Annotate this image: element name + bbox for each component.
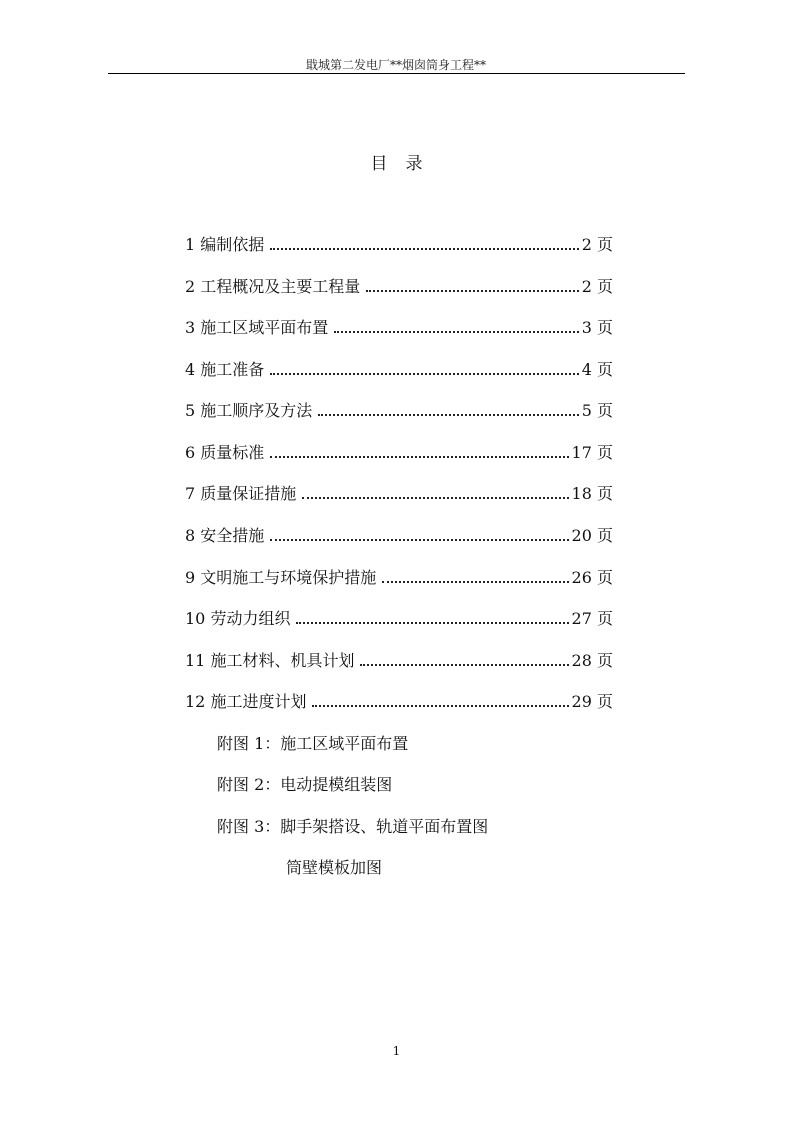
toc-entry-page: 27 页	[571, 609, 613, 628]
toc-entry-page: 20 页	[571, 526, 613, 545]
toc-leader-dots	[270, 456, 568, 458]
page-header: 戢城第二发电厂**烟囱筒身工程**	[305, 58, 486, 72]
toc-entry-page: 2 页	[581, 277, 613, 296]
toc-entry	[185, 440, 613, 464]
toc-entry	[185, 606, 613, 630]
toc-leader-dots	[296, 622, 568, 624]
toc-entry-label: 11 施工材料、机具计划	[185, 651, 355, 670]
toc-entry-page: 28 页	[571, 651, 613, 670]
toc-entry	[185, 315, 613, 339]
toc-entry-page: 17 页	[571, 443, 613, 462]
toc-entry-label: 2 工程概况及主要工程量	[185, 277, 361, 296]
toc-title: 目录	[370, 154, 441, 174]
appendix-item: 附图 3：脚手架搭设、轨道平面布置图	[217, 817, 489, 836]
appendix-continuation: 筒壁模板加图	[286, 858, 383, 877]
toc-leader-dots	[270, 539, 568, 541]
toc-entry-label: 10 劳动力组织	[185, 609, 291, 628]
toc-leader-dots	[270, 248, 578, 250]
toc-leader-dots	[270, 373, 578, 375]
toc-entry-page: 3 页	[581, 318, 613, 337]
toc-leader-dots	[302, 497, 568, 499]
toc-leader-dots	[318, 414, 578, 416]
appendix-item: 附图 1：施工区域平面布置	[217, 734, 409, 753]
page-number: 1	[392, 1044, 401, 1058]
toc-entry	[185, 481, 613, 505]
toc-entry-page: 18 页	[571, 484, 613, 503]
toc-leader-dots	[366, 290, 578, 292]
toc-entry	[185, 648, 613, 672]
toc-leader-dots	[382, 581, 568, 583]
toc-entry	[185, 232, 613, 256]
toc-entry-page: 29 页	[571, 692, 613, 711]
toc-entry-page: 26 页	[571, 568, 613, 587]
toc-entry-label: 6 质量标准	[185, 443, 265, 462]
appendix-item: 附图 2：电动提模组装图	[217, 775, 393, 794]
toc-entry-page: 4 页	[581, 360, 613, 379]
toc-leader-dots	[334, 331, 578, 333]
toc-entry-label: 3 施工区域平面布置	[185, 318, 329, 337]
toc-entry	[185, 565, 613, 589]
header-rule	[108, 73, 685, 74]
toc-entry-label: 12 施工进度计划	[185, 692, 307, 711]
toc-entry-label: 7 质量保证措施	[185, 484, 297, 503]
toc-entry-label: 5 施工顺序及方法	[185, 401, 313, 420]
toc-entry-label: 8 安全措施	[185, 526, 265, 545]
toc-entry	[185, 689, 613, 713]
toc-leader-dots	[360, 664, 568, 666]
toc-entry-label: 9 文明施工与环境保护措施	[185, 568, 377, 587]
toc-entry	[185, 523, 613, 547]
toc-entry-page: 5 页	[581, 401, 613, 420]
toc-entry	[185, 357, 613, 381]
toc-entry-page: 2 页	[581, 235, 613, 254]
toc-entry-label: 1 编制依据	[185, 235, 265, 254]
toc-leader-dots	[312, 705, 568, 707]
toc-entry-label: 4 施工准备	[185, 360, 265, 379]
toc-entry	[185, 398, 613, 422]
toc-entry	[185, 274, 613, 298]
